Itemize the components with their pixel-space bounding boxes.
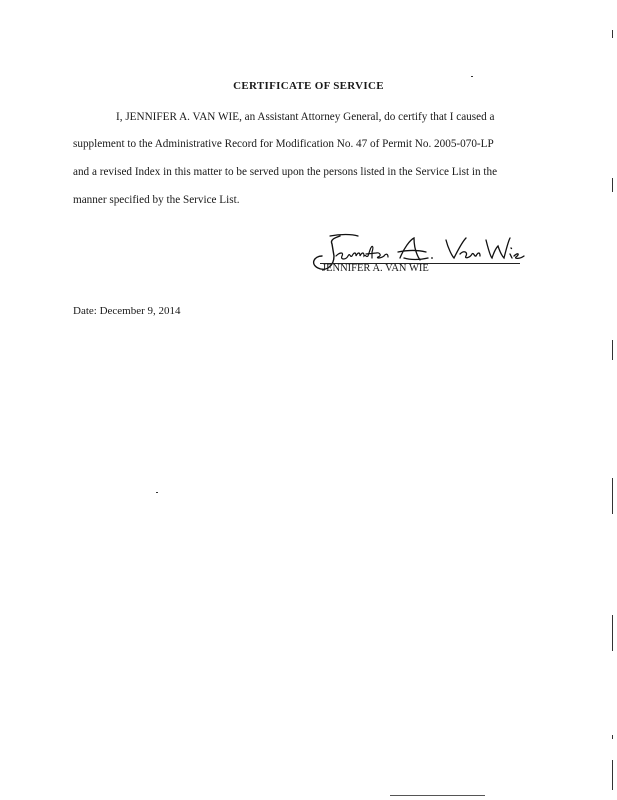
body-line-1: I, JENNIFER A. VAN WIE, an Assistant Attorney General, do certify that I caused a (116, 111, 495, 123)
body-line-3: and a revised Index in this matter to be served upon the persons listed in the Service List in the (73, 166, 498, 178)
scan-artifact (612, 735, 613, 739)
body-line-4: manner specified by the Service List. (73, 194, 240, 206)
signature-block (300, 226, 530, 282)
signer-name: JENNIFER A. VAN WIE (322, 263, 429, 274)
scan-artifact (612, 478, 613, 514)
document-title: CERTIFICATE OF SERVICE (233, 80, 384, 92)
scan-artifact (156, 492, 158, 493)
scan-artifact (390, 795, 485, 796)
scan-artifact (612, 615, 613, 651)
scan-artifact (612, 30, 613, 38)
body-line-2: supplement to the Administrative Record for Modification No. 47 of Permit No. 2005-070-LP (73, 138, 494, 150)
scan-artifact (612, 760, 613, 790)
scan-artifact (612, 178, 613, 192)
date-line: Date: December 9, 2014 (73, 305, 181, 317)
scan-artifact (612, 340, 613, 360)
scan-artifact (471, 76, 473, 77)
